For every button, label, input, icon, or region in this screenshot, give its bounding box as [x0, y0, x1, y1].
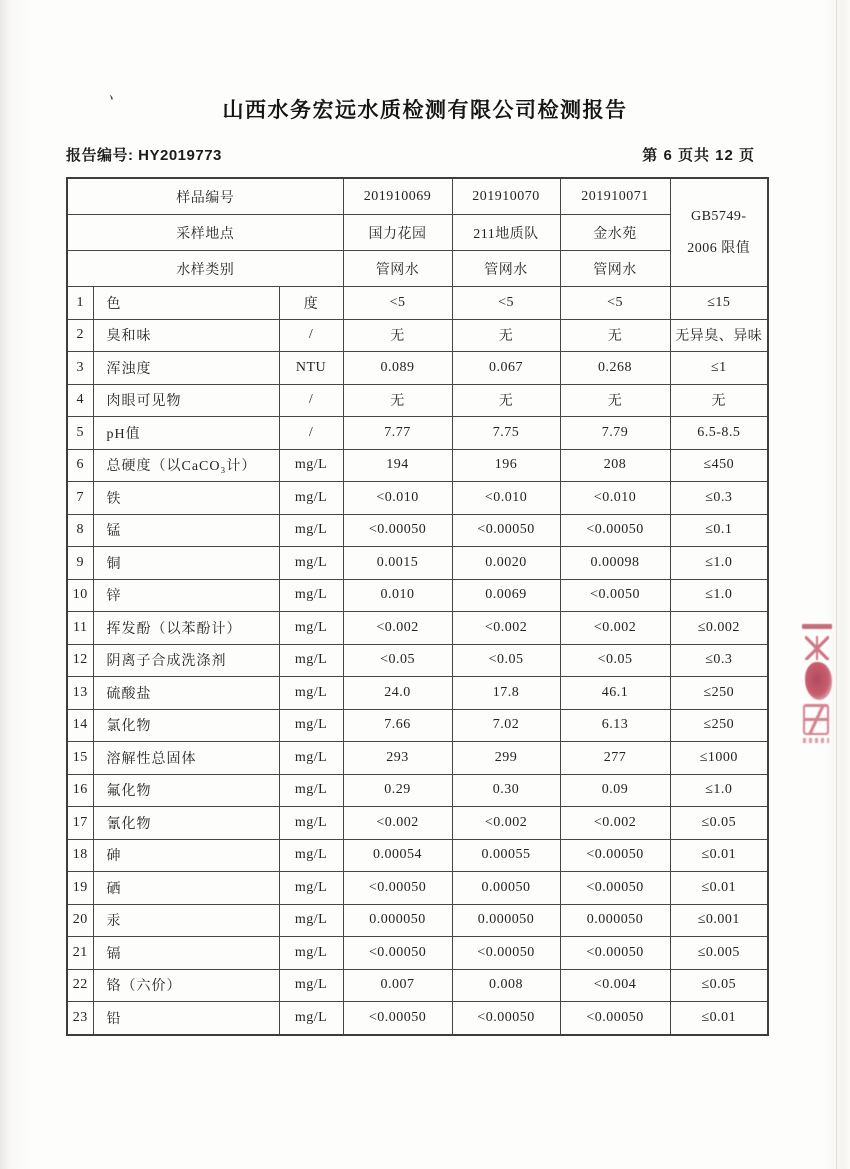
value-sample-1: <0.00050: [343, 937, 452, 970]
unit: mg/L: [279, 742, 343, 775]
unit: mg/L: [279, 514, 343, 547]
value-sample-2: <0.00050: [452, 1002, 560, 1035]
value-sample-3: 0.00098: [560, 547, 670, 580]
value-sample-1: <0.00050: [343, 514, 452, 547]
value-sample-1: 0.089: [343, 352, 452, 385]
unit: mg/L: [279, 904, 343, 937]
row-number: 2: [67, 319, 93, 352]
value-sample-3: 208: [560, 449, 670, 482]
limit-value: 无异臭、异味: [670, 319, 768, 352]
row-number: 8: [67, 514, 93, 547]
value-sample-2: 0.0069: [452, 579, 560, 612]
value-sample-2: 0.067: [452, 352, 560, 385]
limit-value: ≤0.01: [670, 839, 768, 872]
row-number: 13: [67, 677, 93, 710]
table-row: [67, 904, 768, 937]
table-row: [67, 872, 768, 905]
value-sample-3: <0.004: [560, 969, 670, 1002]
parameter-name: pH值: [93, 417, 279, 450]
value-sample-1: 24.0: [343, 677, 452, 710]
limit-header-line1: GB5749-: [690, 209, 747, 225]
unit: mg/L: [279, 709, 343, 742]
value-sample-2: 无: [452, 319, 560, 352]
value-sample-1: 0.0015: [343, 547, 452, 580]
sample-no-2: 201910070: [452, 178, 560, 215]
row-number: 4: [67, 384, 93, 417]
page-title: 山西水务宏远水质检测有限公司检测报告: [222, 99, 628, 122]
parameter-name: 硒: [93, 872, 279, 905]
value-sample-1: 无: [343, 384, 452, 417]
report-number: 报告编号: HY2019773: [66, 147, 222, 164]
header-row-type: [67, 251, 768, 287]
value-sample-1: 0.007: [343, 969, 452, 1002]
unit: /: [279, 384, 343, 417]
limit-value: ≤1.0: [670, 579, 768, 612]
parameter-name: 镉: [93, 937, 279, 970]
seal-fragment-bar: [802, 624, 832, 629]
value-sample-1: <0.010: [343, 482, 452, 515]
value-sample-2: 0.00055: [452, 839, 560, 872]
parameter-name: 铅: [93, 1002, 279, 1035]
value-sample-2: <5: [452, 287, 560, 320]
parameter-name: 铬（六价）: [93, 969, 279, 1002]
row-number: 5: [67, 417, 93, 450]
unit: /: [279, 417, 343, 450]
limit-value: ≤0.002: [670, 612, 768, 645]
value-sample-2: 0.008: [452, 969, 560, 1002]
value-sample-3: 0.000050: [560, 904, 670, 937]
limit-value: 无: [670, 384, 768, 417]
limit-header-line2: 2006 限值: [687, 240, 751, 256]
row-number: 19: [67, 872, 93, 905]
value-sample-2: <0.010: [452, 482, 560, 515]
row-number: 15: [67, 742, 93, 775]
value-sample-3: 0.09: [560, 774, 670, 807]
unit: NTU: [279, 352, 343, 385]
table-row: [67, 482, 768, 515]
table-row: [67, 774, 768, 807]
value-sample-2: 17.8: [452, 677, 560, 710]
unit: mg/L: [279, 612, 343, 645]
limit-value: 6.5-8.5: [670, 417, 768, 450]
unit: mg/L: [279, 547, 343, 580]
table-row: [67, 677, 768, 710]
value-sample-2: 196: [452, 449, 560, 482]
seal-fragment-dots: [803, 738, 829, 743]
type-3: 管网水: [560, 251, 670, 287]
value-sample-1: 0.010: [343, 579, 452, 612]
parameter-name: 铜: [93, 547, 279, 580]
location-3: 金水苑: [560, 215, 670, 251]
seal-fragment-blob: [805, 662, 832, 700]
unit: mg/L: [279, 579, 343, 612]
table-row: [67, 644, 768, 677]
table-row: [67, 384, 768, 417]
limit-value: ≤250: [670, 677, 768, 710]
unit: mg/L: [279, 807, 343, 840]
value-sample-3: 46.1: [560, 677, 670, 710]
parameter-name: 阴离子合成洗涤剂: [93, 644, 279, 677]
table-row: [67, 937, 768, 970]
type-1: 管网水: [343, 251, 452, 287]
limit-value: ≤0.1: [670, 514, 768, 547]
location-label: 采样地点: [67, 215, 343, 251]
parameter-name: 色: [93, 287, 279, 320]
limit-value: ≤0.05: [670, 807, 768, 840]
parameter-name: 浑浊度: [93, 352, 279, 385]
value-sample-2: 0.0020: [452, 547, 560, 580]
value-sample-3: 7.79: [560, 417, 670, 450]
table-row: [67, 807, 768, 840]
table-header: [67, 178, 768, 287]
row-number: 22: [67, 969, 93, 1002]
row-number: 21: [67, 937, 93, 970]
limit-column-header: [670, 178, 768, 287]
table-row: [67, 417, 768, 450]
value-sample-2: 0.30: [452, 774, 560, 807]
location-1: 国力花园: [343, 215, 452, 251]
sample-no-1: 201910069: [343, 178, 452, 215]
table-row: [67, 547, 768, 580]
location-2: 211地质队: [452, 215, 560, 251]
value-sample-1: 0.29: [343, 774, 452, 807]
row-number: 16: [67, 774, 93, 807]
limit-value: ≤1: [670, 352, 768, 385]
unit: mg/L: [279, 482, 343, 515]
value-sample-3: <5: [560, 287, 670, 320]
row-number: 7: [67, 482, 93, 515]
seal-fragment-glyph2: [803, 704, 829, 735]
limit-value: ≤0.01: [670, 872, 768, 905]
header-row-sample-no: [67, 178, 768, 215]
limit-value: ≤0.05: [670, 969, 768, 1002]
table-row: [67, 449, 768, 482]
unit: mg/L: [279, 937, 343, 970]
parameter-name: 氯化物: [93, 709, 279, 742]
value-sample-2: <0.05: [452, 644, 560, 677]
value-sample-3: 无: [560, 384, 670, 417]
table-body: [67, 287, 768, 1035]
unit: mg/L: [279, 677, 343, 710]
unit: mg/L: [279, 644, 343, 677]
meta-row: [66, 144, 767, 168]
value-sample-3: <0.002: [560, 807, 670, 840]
parameter-name: 铁: [93, 482, 279, 515]
limit-value: ≤0.3: [670, 644, 768, 677]
parameter-name: 肉眼可见物: [93, 384, 279, 417]
limit-value: ≤450: [670, 449, 768, 482]
value-sample-3: 6.13: [560, 709, 670, 742]
value-sample-2: 299: [452, 742, 560, 775]
value-sample-1: <0.002: [343, 807, 452, 840]
row-number: 14: [67, 709, 93, 742]
unit: mg/L: [279, 872, 343, 905]
value-sample-2: 7.02: [452, 709, 560, 742]
parameter-name: 砷: [93, 839, 279, 872]
seal-fragment-glyph: [805, 636, 829, 660]
limit-value: ≤0.001: [670, 904, 768, 937]
limit-value: ≤0.3: [670, 482, 768, 515]
table-row: [67, 579, 768, 612]
unit: /: [279, 319, 343, 352]
parameter-name: 总硬度（以CaCO₃计）: [93, 449, 279, 482]
value-sample-3: 277: [560, 742, 670, 775]
sample-no-label: 样品编号: [67, 178, 343, 215]
value-sample-1: <5: [343, 287, 452, 320]
value-sample-3: <0.010: [560, 482, 670, 515]
value-sample-3: <0.00050: [560, 872, 670, 905]
value-sample-1: <0.00050: [343, 872, 452, 905]
row-number: 17: [67, 807, 93, 840]
value-sample-3: <0.0050: [560, 579, 670, 612]
table-row: [67, 742, 768, 775]
row-number: 10: [67, 579, 93, 612]
value-sample-3: <0.002: [560, 612, 670, 645]
results-table: [66, 177, 769, 1036]
value-sample-3: <0.00050: [560, 1002, 670, 1035]
limit-value: ≤1.0: [670, 774, 768, 807]
value-sample-1: 7.77: [343, 417, 452, 450]
value-sample-1: 无: [343, 319, 452, 352]
row-number: 23: [67, 1002, 93, 1035]
row-number: 6: [67, 449, 93, 482]
limit-value: ≤250: [670, 709, 768, 742]
table-row: [67, 1002, 768, 1035]
value-sample-3: 无: [560, 319, 670, 352]
parameter-name: 锌: [93, 579, 279, 612]
value-sample-3: 0.268: [560, 352, 670, 385]
row-number: 11: [67, 612, 93, 645]
header-row-location: [67, 215, 768, 251]
value-sample-3: <0.05: [560, 644, 670, 677]
value-sample-1: 293: [343, 742, 452, 775]
table-row: [67, 514, 768, 547]
row-number: 3: [67, 352, 93, 385]
unit: mg/L: [279, 774, 343, 807]
parameter-name: 硫酸盐: [93, 677, 279, 710]
limit-value: ≤15: [670, 287, 768, 320]
parameter-name: 锰: [93, 514, 279, 547]
row-number: 12: [67, 644, 93, 677]
stray-pen-mark: 、: [107, 84, 128, 106]
table-row: [67, 319, 768, 352]
value-sample-1: 0.00054: [343, 839, 452, 872]
unit: mg/L: [279, 969, 343, 1002]
table-row: [67, 352, 768, 385]
value-sample-2: 7.75: [452, 417, 560, 450]
scan-edge-line: [836, 0, 837, 1169]
value-sample-1: 7.66: [343, 709, 452, 742]
parameter-name: 溶解性总固体: [93, 742, 279, 775]
unit: mg/L: [279, 449, 343, 482]
unit: mg/L: [279, 1002, 343, 1035]
value-sample-1: <0.002: [343, 612, 452, 645]
type-2: 管网水: [452, 251, 560, 287]
value-sample-2: 无: [452, 384, 560, 417]
value-sample-2: <0.00050: [452, 514, 560, 547]
value-sample-2: <0.002: [452, 612, 560, 645]
limit-value: ≤1000: [670, 742, 768, 775]
parameter-name: 挥发酚（以苯酚计）: [93, 612, 279, 645]
table-row: [67, 839, 768, 872]
value-sample-2: 0.00050: [452, 872, 560, 905]
row-number: 9: [67, 547, 93, 580]
value-sample-2: 0.000050: [452, 904, 560, 937]
table-row: [67, 709, 768, 742]
table-row: [67, 612, 768, 645]
type-label: 水样类别: [67, 251, 343, 287]
value-sample-2: <0.00050: [452, 937, 560, 970]
limit-value: ≤1.0: [670, 547, 768, 580]
parameter-name: 氟化物: [93, 774, 279, 807]
row-number: 20: [67, 904, 93, 937]
parameter-name: 氰化物: [93, 807, 279, 840]
value-sample-1: 0.000050: [343, 904, 452, 937]
table-row: [67, 969, 768, 1002]
limit-value: ≤0.01: [670, 1002, 768, 1035]
row-number: 1: [67, 287, 93, 320]
table-row: [67, 287, 768, 320]
value-sample-1: 194: [343, 449, 452, 482]
parameter-name: 汞: [93, 904, 279, 937]
row-number: 18: [67, 839, 93, 872]
parameter-name: 臭和味: [93, 319, 279, 352]
unit: mg/L: [279, 839, 343, 872]
sample-no-3: 201910071: [560, 178, 670, 215]
limit-value: ≤0.005: [670, 937, 768, 970]
value-sample-3: <0.00050: [560, 514, 670, 547]
value-sample-1: <0.00050: [343, 1002, 452, 1035]
value-sample-3: <0.00050: [560, 937, 670, 970]
value-sample-1: <0.05: [343, 644, 452, 677]
value-sample-3: <0.00050: [560, 839, 670, 872]
page-indicator: 第 6 页共 12 页: [642, 147, 755, 164]
unit: 度: [279, 287, 343, 320]
value-sample-2: <0.002: [452, 807, 560, 840]
